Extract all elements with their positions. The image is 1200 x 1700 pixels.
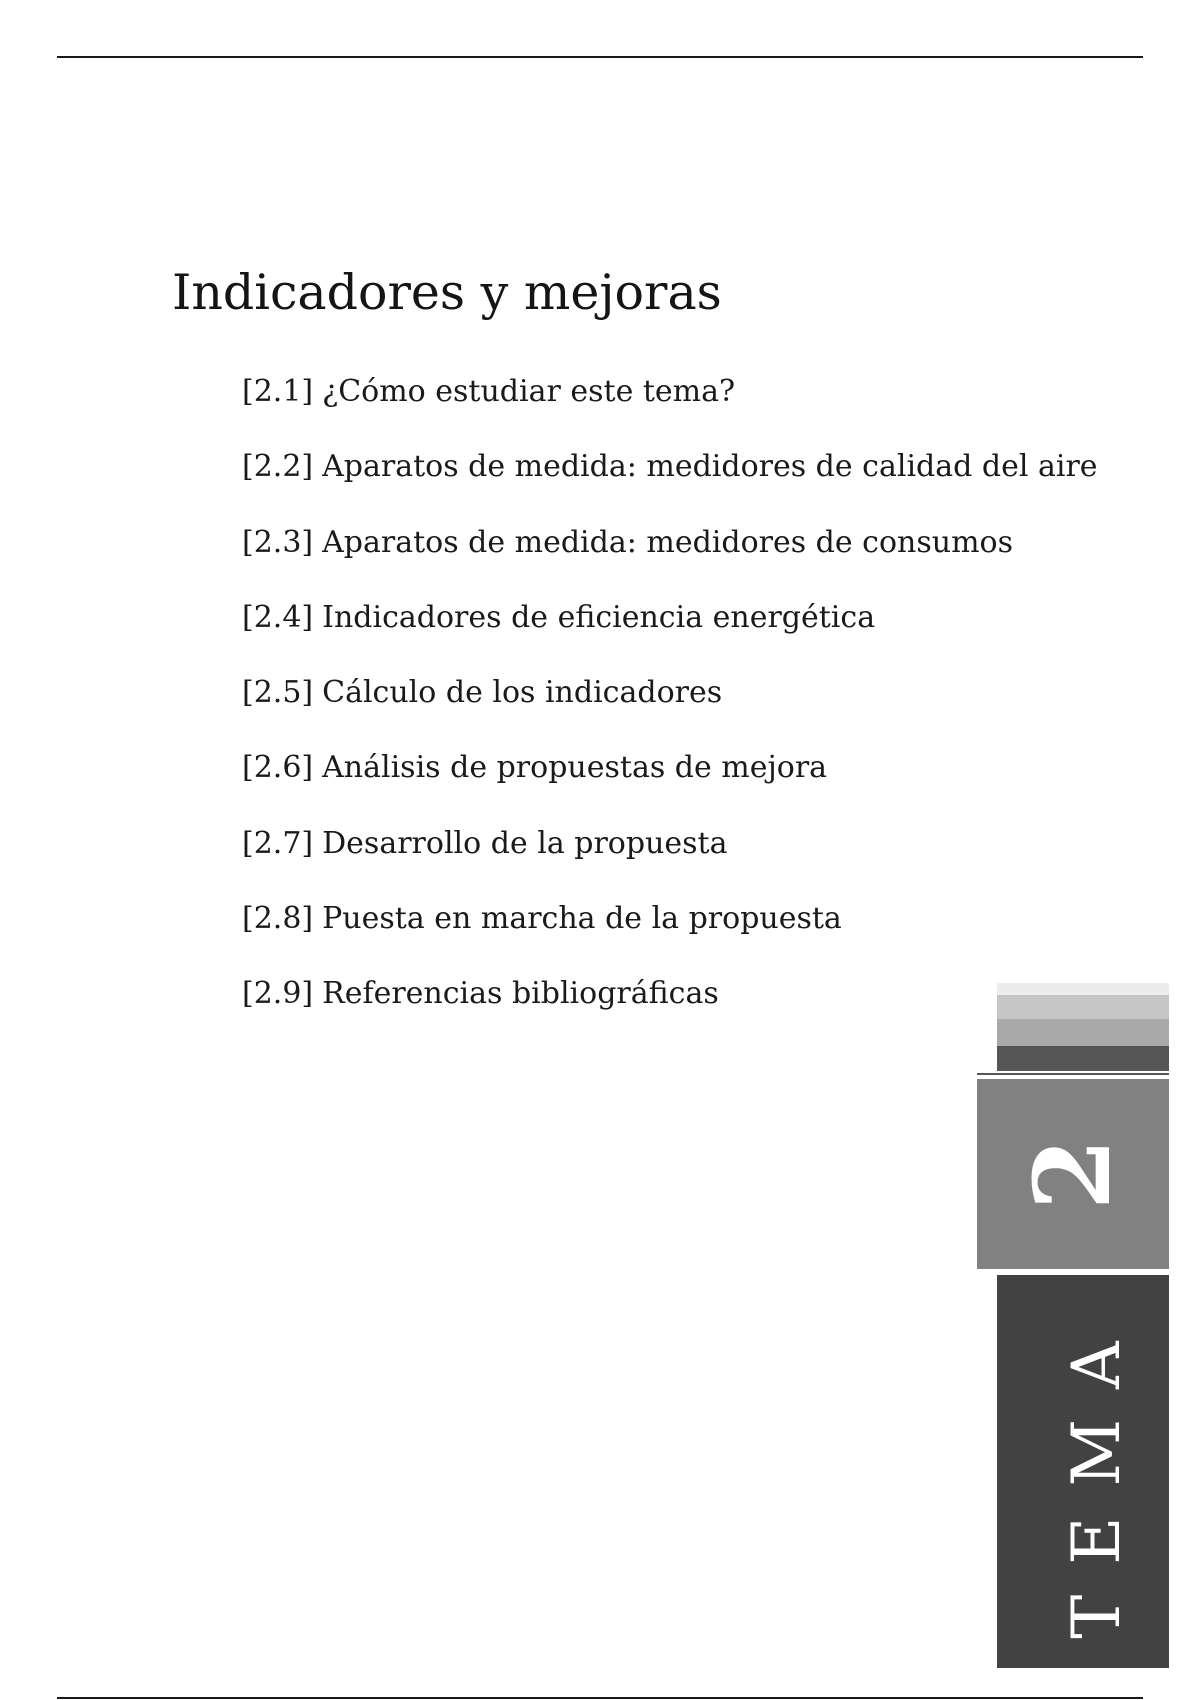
toc-item-number: [2.7] [242,825,314,861]
toc-item [242,824,1098,899]
tab-stripe [997,1046,1169,1071]
toc-item-text: Puesta en marcha de la propuesta [322,901,842,937]
toc-item [242,748,1098,823]
toc-item [242,598,1098,673]
toc-item-text: Indicadores de eficiencia energética [322,599,876,635]
toc-item-number: [2.6] [242,750,314,786]
page-title: Indicadores y mejoras [172,264,722,321]
toc-item [242,974,1098,1049]
toc-item-text: Aparatos de medida: medidores de calidad del aire [322,449,1098,485]
chapter-label: TEMA [1058,1311,1135,1639]
table-of-contents [242,372,1098,1050]
toc-item-number: [2.9] [242,976,314,1012]
toc-item-text: Referencias bibliográficas [322,976,719,1012]
toc-item [242,899,1098,974]
toc-item [242,372,1098,447]
tab-stripe [997,1019,1169,1046]
bottom-rule [57,1697,1143,1699]
toc-item-number: [2.4] [242,599,314,635]
tab-stripe [997,995,1169,1019]
tab-stripe [997,983,1169,995]
toc-item-text: Análisis de propuestas de mejora [322,750,828,786]
toc-item-text: ¿Cómo estudiar este tema? [322,374,736,409]
chapter-number-box [977,1079,1169,1269]
toc-item-text: Aparatos de medida: medidores de consumos [322,524,1013,560]
toc-item [242,447,1098,522]
toc-item-text: Cálculo de los indicadores [322,675,723,711]
toc-item [242,523,1098,598]
top-rule [57,56,1143,58]
chapter-label-box [997,1275,1169,1668]
toc-item-number: [2.1] [242,374,314,409]
tab-divider-line [977,1073,1169,1075]
toc-item-number: [2.2] [242,449,314,485]
toc-item-number: [2.5] [242,675,314,711]
toc-item [242,673,1098,748]
toc-item-number: [2.8] [242,901,314,937]
toc-item-number: [2.3] [242,524,314,560]
chapter-number: 2 [1011,1137,1134,1211]
toc-item-text: Desarrollo de la propuesta [322,825,728,861]
